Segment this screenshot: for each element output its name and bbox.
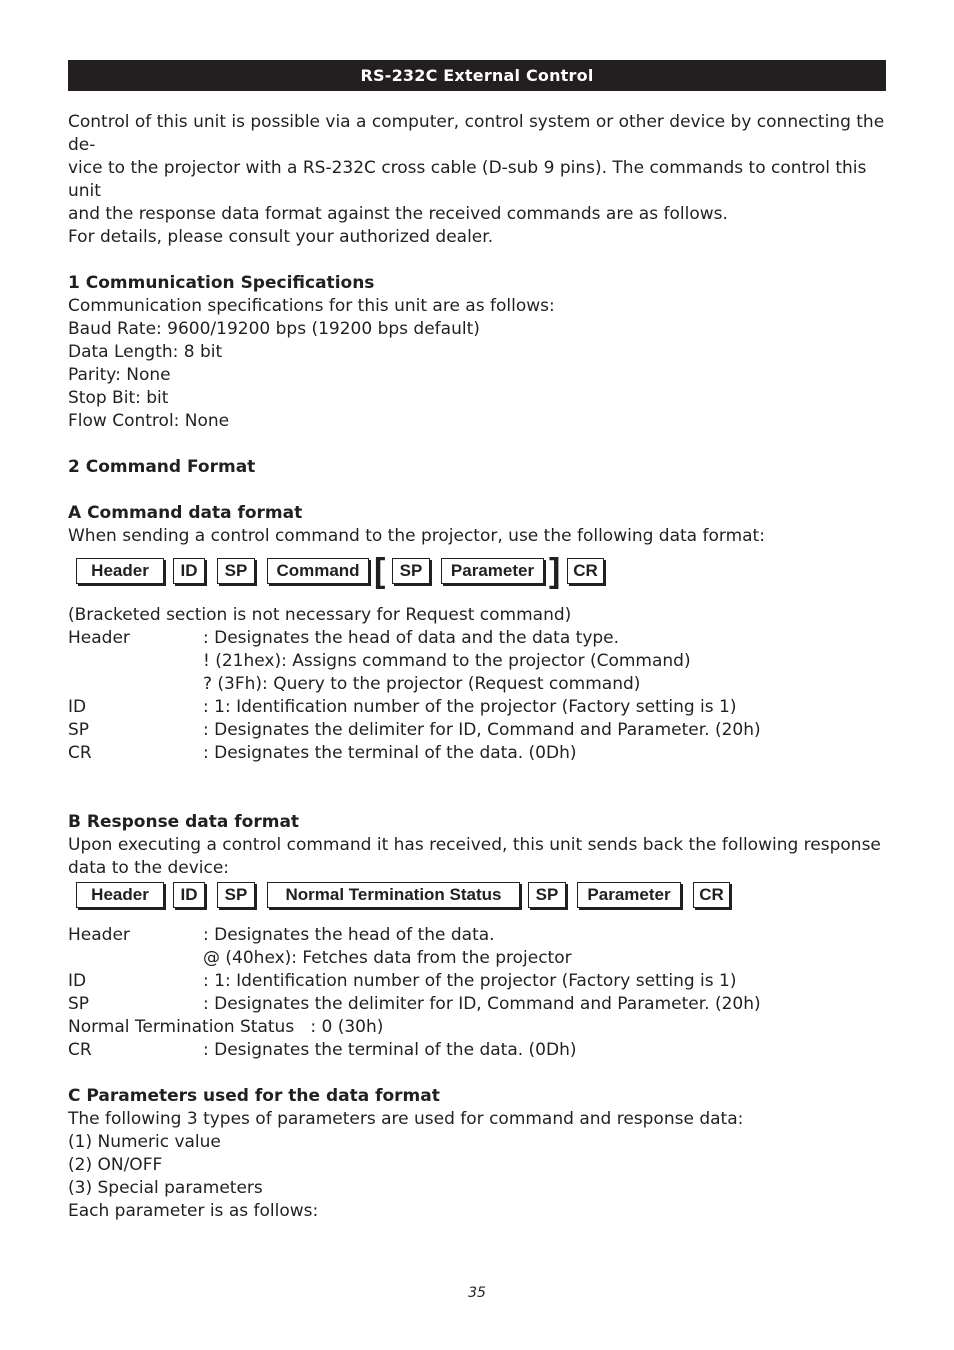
intro-line: and the response data format against the received commands are as follows. — [68, 204, 728, 224]
section-a-intro: When sending a control command to the projector, use the following data format: — [68, 526, 765, 546]
spec-line: Parity: None — [68, 365, 171, 385]
definition-desc: : 1: Identification number of the projector (Factory setting is 1) — [203, 971, 737, 991]
normal-termination-status-box: Normal Termination Status — [267, 882, 520, 908]
open-bracket: [ — [374, 552, 386, 590]
page-body — [68, 111, 886, 1223]
param-line: Each parameter is as follows: — [68, 1201, 319, 1221]
definition-row — [68, 1039, 886, 1062]
spec-line: Communication specifications for this unit are as follows: — [68, 296, 555, 316]
spec-line: Flow Control: None — [68, 411, 230, 431]
intro-paragraph — [68, 111, 886, 249]
spec-line: Data Length: 8 bit — [68, 342, 223, 362]
definition-term: SP — [68, 994, 90, 1014]
sp-field-box: SP — [217, 882, 255, 908]
definition-row — [68, 970, 886, 993]
definition-row — [68, 1016, 886, 1039]
param-line: (1) Numeric value — [68, 1132, 221, 1152]
definition-desc: : Designates the delimiter for ID, Command and Parameter. (20h) — [203, 720, 761, 740]
response-format-diagram — [68, 878, 886, 918]
close-bracket: ] — [549, 552, 561, 590]
definition-term — [68, 673, 203, 696]
intro-line: For details, please consult your authorized dealer. — [68, 227, 494, 247]
header-field-box: Header — [76, 882, 164, 908]
definition-term — [68, 650, 203, 673]
bracket-note: (Bracketed section is not necessary for Request command) — [68, 605, 572, 625]
page-number: 35 — [468, 1285, 486, 1301]
param-line: (3) Special parameters — [68, 1178, 263, 1198]
definition-row — [68, 924, 886, 947]
cr-field-box: CR — [567, 558, 604, 584]
definition-desc: : 1: Identification number of the projector (Factory setting is 1) — [203, 697, 737, 717]
spec-line: Stop Bit: bit — [68, 388, 169, 408]
cr-field-box: CR — [693, 882, 730, 908]
section-b-heading: B Response data format — [68, 812, 300, 832]
definition-term: CR — [68, 1040, 92, 1060]
intro-line: Control of this unit is possible via a computer, control system or other device by connecting the de- — [68, 112, 885, 155]
sp-field-box: SP — [392, 558, 430, 584]
definition-term — [68, 947, 203, 970]
definition-desc: : Designates the terminal of the data. (0Dh) — [203, 1040, 577, 1060]
definition-desc: ! (21hex): Assigns command to the projector (Command) — [203, 651, 691, 671]
definition-desc: : Designates the head of data and the data type. — [203, 628, 620, 648]
intro-line: vice to the projector with a RS-232C cross cable (D-sub 9 pins). The commands to control this unit — [68, 158, 867, 201]
definition-term: ID — [68, 697, 87, 717]
definition-term: Header — [68, 925, 130, 945]
definition-term: Header — [68, 628, 130, 648]
definition-term: Normal Termination Status — [68, 1017, 295, 1037]
section-c-heading: C Parameters used for the data format — [68, 1086, 440, 1106]
header-field-box: Header — [76, 558, 164, 584]
definition-row — [68, 627, 886, 650]
spec-line: Baud Rate: 9600/19200 bps (19200 bps default) — [68, 319, 480, 339]
definition-row — [68, 650, 886, 673]
definition-term: CR — [68, 743, 92, 763]
definition-desc: : Designates the delimiter for ID, Command and Parameter. (20h) — [203, 994, 761, 1014]
command-format-diagram — [68, 554, 886, 594]
definition-desc: ? (3Fh): Query to the projector (Request command) — [203, 674, 641, 694]
parameter-field-box: Parameter — [577, 882, 681, 908]
definition-term: SP — [68, 720, 90, 740]
section-2-heading: 2 Command Format — [68, 457, 256, 477]
id-field-box: ID — [173, 882, 205, 908]
definition-row — [68, 947, 886, 970]
definition-term: ID — [68, 971, 87, 991]
response-definitions — [68, 924, 886, 1062]
param-line: The following 3 types of parameters are used for command and response data: — [68, 1109, 744, 1129]
command-definitions — [68, 627, 886, 765]
parameter-field-box: Parameter — [441, 558, 544, 584]
definition-desc: : Designates the head of the data. — [203, 925, 495, 945]
section-a-heading: A Command data format — [68, 503, 303, 523]
command-field-box: Command — [267, 558, 369, 584]
manual-page — [68, 60, 886, 1223]
definition-row — [68, 993, 886, 1016]
page-title: RS-232C External Control — [68, 60, 886, 91]
definition-row — [68, 673, 886, 696]
sp-field-box: SP — [528, 882, 566, 908]
definition-row — [68, 696, 886, 719]
section-b-intro-line: Upon executing a control command it has received, this unit sends back the following response — [68, 835, 881, 855]
id-field-box: ID — [173, 558, 205, 584]
section-1-heading: 1 Communication Specifications — [68, 273, 375, 293]
definition-row — [68, 742, 886, 765]
section-b-intro-line: data to the device: — [68, 858, 230, 878]
definition-desc: : Designates the terminal of the data. (0Dh) — [203, 743, 577, 763]
definition-desc: @ (40hex): Fetches data from the projector — [203, 948, 572, 968]
sp-field-box: SP — [217, 558, 255, 584]
definition-row — [68, 719, 886, 742]
definition-desc: : 0 (30h) — [294, 1017, 384, 1037]
param-line: (2) ON/OFF — [68, 1155, 163, 1175]
